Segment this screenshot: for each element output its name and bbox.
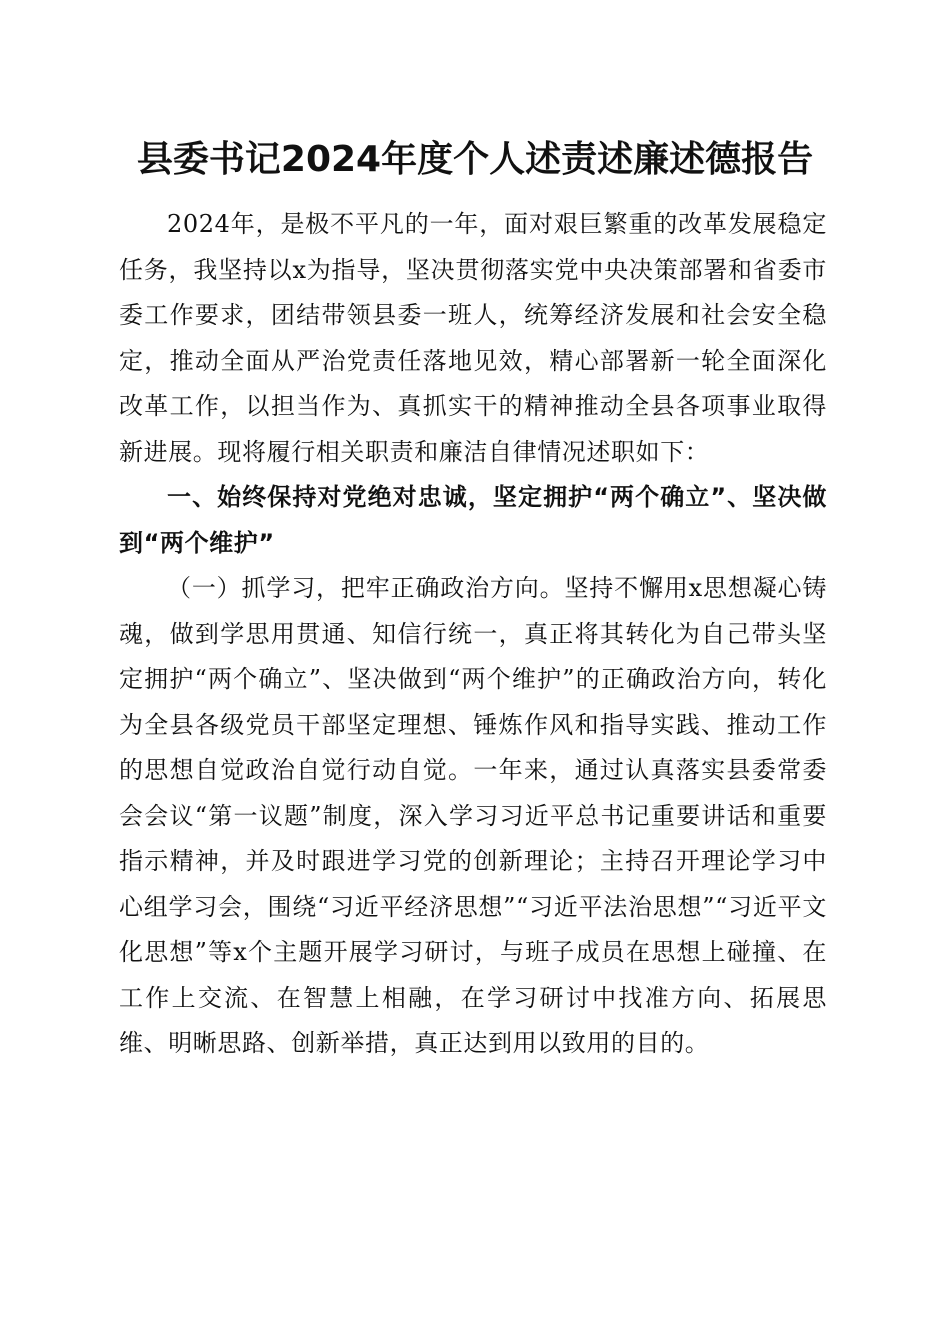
section-1-sub-1-label: （一）抓学习，把牢正确政治方向。	[167, 574, 565, 602]
document-title: 县委书记2024年度个人述责述廉述德报告	[136, 139, 814, 180]
document-body	[119, 202, 827, 1067]
intro-paragraph: 2024年，是极不平凡的一年，面对艰巨繁重的改革发展稳定任务，我坚持以x为指导，坚决贯彻落实党中央决策部署和省委市委工作要求，团结带领县委一班人，统筹经济发展和社会安全稳定，推动全面从严治党责任落地见效，精心部署新一轮全面深化改革工作，以担当作为、真抓实干的精神推动全县各项事业取得新进展。现将履行相关职责和廉洁自律情况述职如下：	[119, 210, 827, 466]
section-1-heading: 一、始终保持对党绝对忠诚，坚定拥护“两个确立”、坚决做到“两个维护”	[119, 483, 827, 557]
section-1-sub-1-paragraph	[119, 566, 827, 1067]
section-1-sub-1-text: 坚持不懈用x思想凝心铸魂，做到学思用贯通、知信行统一，真正将其转化为自己带头坚定拥护“两个确立”、坚决做到“两个维护”的正确政治方向，转化为全县各级党员干部坚定理想、锤炼作风和指导实践、推动工作的思想自觉政治自觉行动自觉。一年来，通过认真落实县委常委会会议“第一议题”制度，深入学习习近平总书记重要讲话和重要指示精神，并及时跟进学习党的创新理论；主持召开理论学习中心组学习会，围绕“习近平经济思想”“习近平法治思想”“习近平文化思想”等x个主题开展学习研讨，与班子成员在思想上碰撞、在工作上交流、在智慧上相融，在学习研讨中找准方向、拓展思维、明晰思路、创新举措，真正达到用以致用的目的。	[119, 574, 827, 1057]
